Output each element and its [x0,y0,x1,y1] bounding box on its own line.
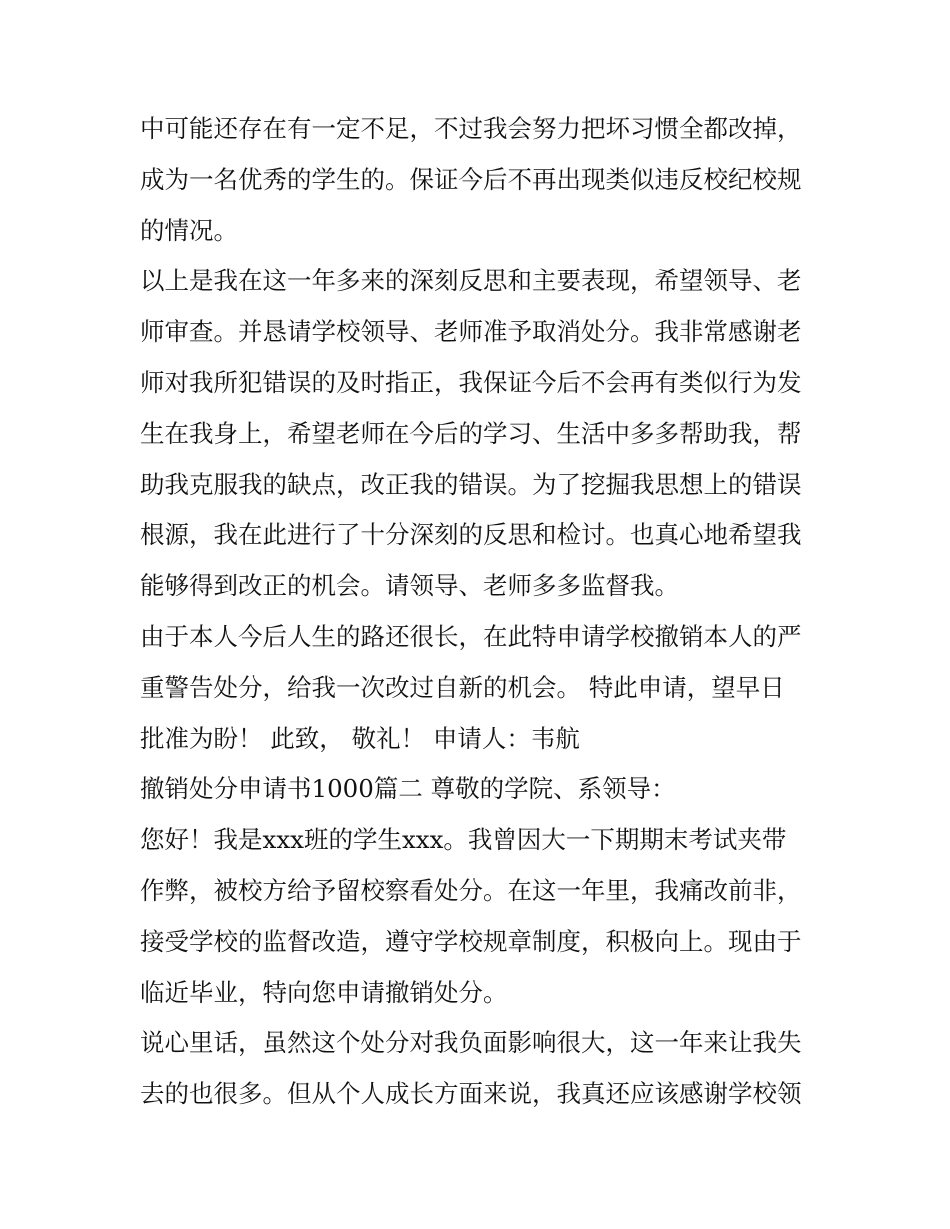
document-body [140,104,830,1120]
section-heading-line: 撤销处分申请书1000篇二 尊敬的学院、系领导： [140,774,676,804]
text-line: 成为一名优秀的学生的。保证今后不再出现类似违反校纪校规 [140,164,802,194]
text-line: 能够得到改正的机会。请领导、老师多多监督我。 [140,571,679,601]
text-line: 由于本人今后人生的路还很长，在此特申请学校撤销本人的严 [140,621,802,651]
text-line: 说心里话，虽然这个处分对我负面影响很大，这一年来让我失 [140,1028,802,1058]
text-line: 批准为盼！ 此致， 敬礼！ 申请人：韦航 [140,723,580,753]
text-line: 您好！我是xxx班的学生xxx。我曾因大一下期期末考试夹带 [140,825,787,855]
text-line: 师审查。并恳请学校领导、老师准予取消处分。我非常感谢老 [140,317,802,347]
text-line: 临近毕业，特向您申请撤销处分。 [140,977,508,1007]
text-line: 根源，我在此进行了十分深刻的反思和检讨。也真心地希望我 [140,520,802,550]
text-line: 重警告处分，给我一次改过自新的机会。 特此申请，望早日 [140,672,785,702]
text-line: 中可能还存在有一定不足，不过我会努力把坏习惯全都改掉， [140,114,802,143]
text-line: 去的也很多。但从个人成长方面来说，我真还应该感谢学校领 [140,1079,802,1109]
text-line: 的情况。 [140,215,238,245]
text-line: 以上是我在这一年多来的深刻反思和主要表现，希望领导、老 [140,266,802,296]
text-line: 助我克服我的缺点，改正我的错误。为了挖掘我思想上的错误 [140,469,802,499]
text-line: 作弊，被校方给予留校察看处分。在这一年里，我痛改前非， [140,875,802,905]
text-line: 生在我身上，希望老师在今后的学习、生活中多多帮助我，帮 [140,418,802,448]
text-line: 接受学校的监督改造，遵守学校规章制度，积极向上。现由于 [140,926,802,956]
text-line: 师对我所犯错误的及时指正，我保证今后不会再有类似行为发 [140,367,802,397]
